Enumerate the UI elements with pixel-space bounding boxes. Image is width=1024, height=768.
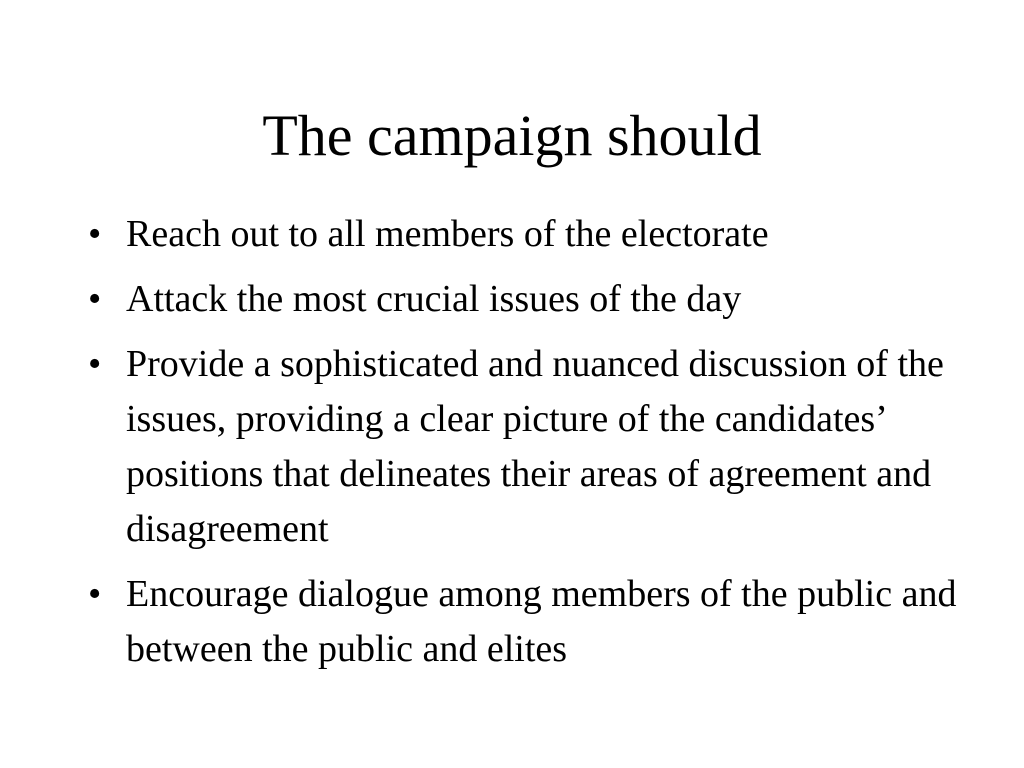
bullet-item [88, 272, 968, 327]
slide-title: The campaign should [262, 103, 762, 168]
bullet-text: Attack the most crucial issues of the day [126, 278, 742, 320]
bullet-list [88, 207, 968, 687]
bullet-icon: • [88, 213, 102, 255]
bullet-icon: • [88, 573, 102, 615]
bullet-text: Provide a sophisticated and nuanced discussion of the issues, providing a clear picture of the candidates’ positions that delineates their areas of agreement and disagreement [126, 343, 944, 550]
bullet-icon: • [88, 278, 102, 320]
bullet-item [88, 337, 968, 557]
bullet-item [88, 567, 968, 677]
bullet-icon: • [88, 343, 102, 385]
bullet-text: Reach out to all members of the electorate [126, 213, 769, 255]
bullet-text: Encourage dialogue among members of the public and between the public and elites [126, 573, 957, 670]
bullet-item [88, 207, 968, 262]
